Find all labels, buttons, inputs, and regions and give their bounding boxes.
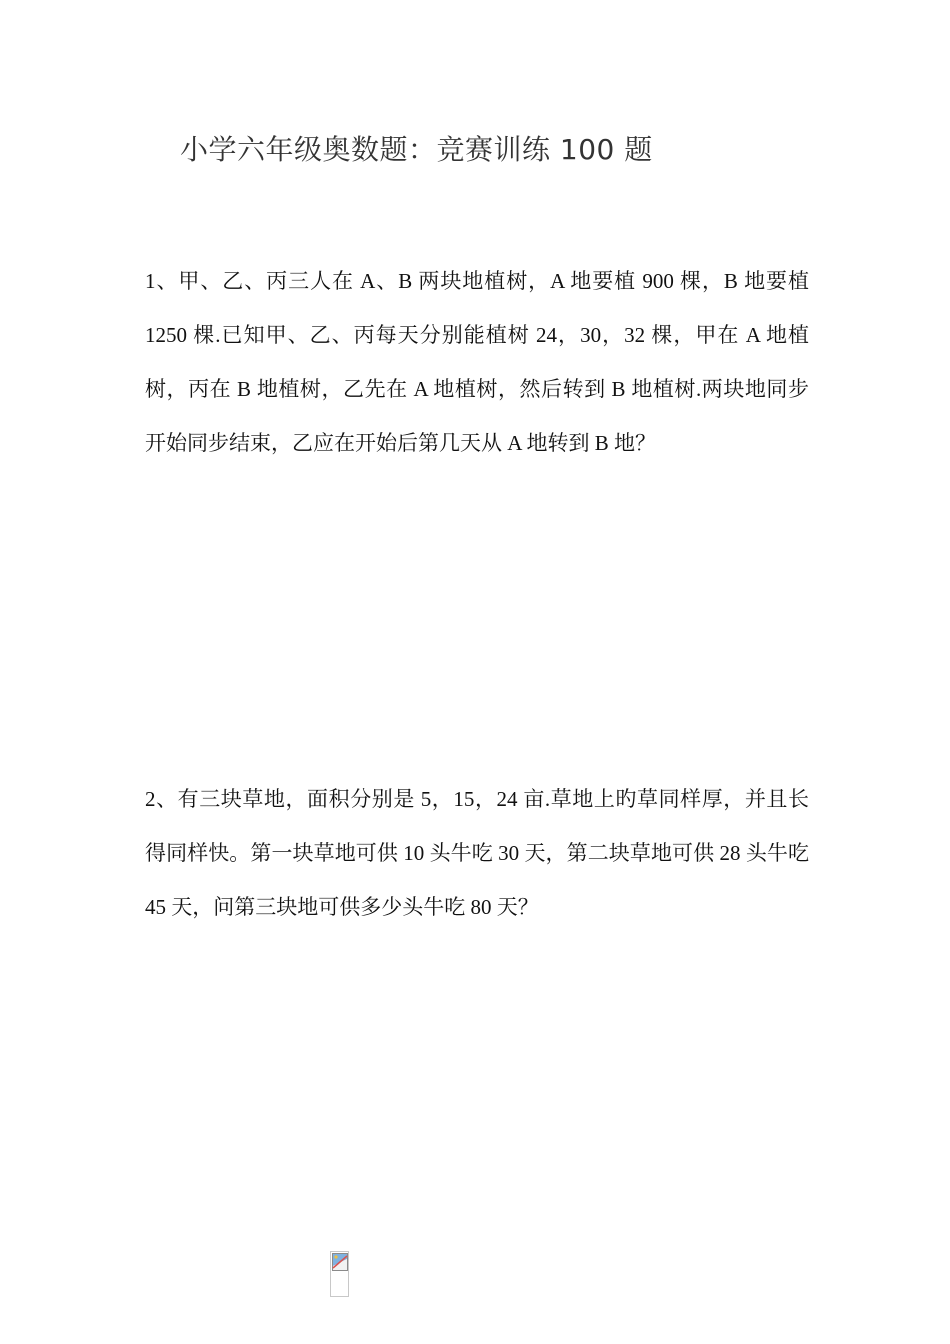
- image-placeholder: [330, 1251, 349, 1297]
- page-title: 小学六年级奥数题：竞赛训练 100 题: [180, 133, 653, 166]
- broken-image-icon: [332, 1253, 348, 1271]
- question-2: 2、有三块草地，面积分别是 5，15，24 亩.草地上旳草同样厚，并且长得同样快。第一块草地可供 10 头牛吃 30 天，第二块草地可供 28 头牛吃 45 天，问第三块地可供多少头牛吃 80 天？: [145, 787, 809, 919]
- question-1: 1、甲、乙、丙三人在 A、B 两块地植树，A 地要植 900 棵，B 地要植 1250 棵.已知甲、乙、丙每天分别能植树 24，30，32 棵，甲在 A 地植树，丙在 B 地植树，乙先在 A 地植树，然后转到 B 地植树.两块地同步开始同步结束，乙应在开始后第几天从 A 地转到 B 地？: [145, 269, 809, 455]
